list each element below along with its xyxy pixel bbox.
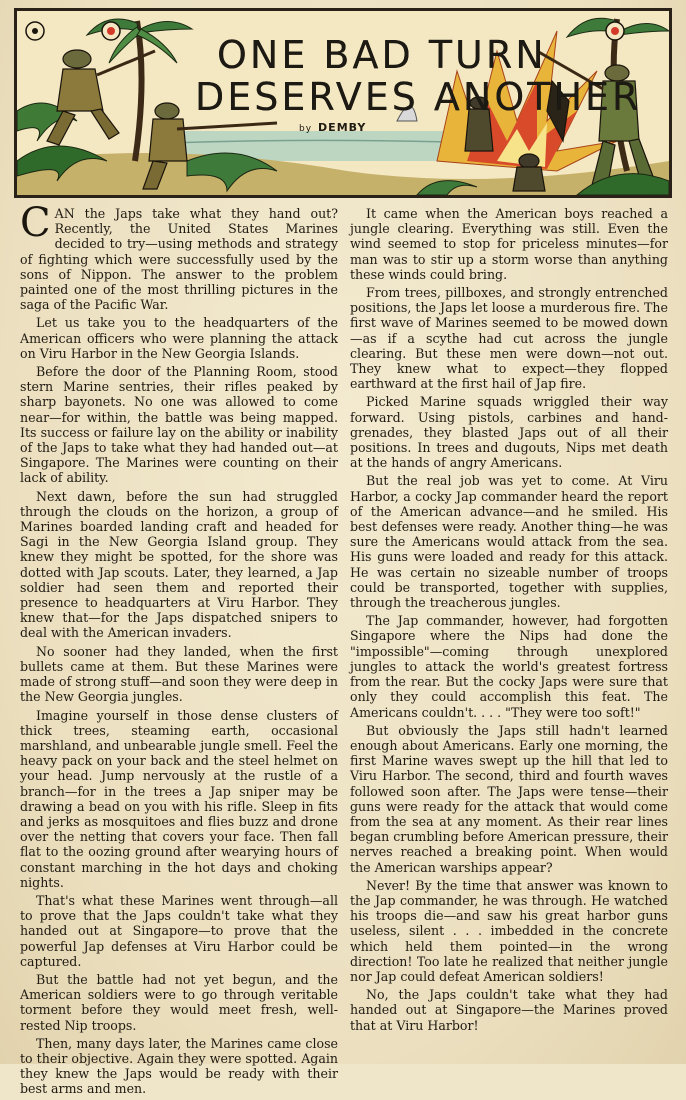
byline [299, 121, 366, 134]
paragraph [20, 200, 338, 313]
right-text-column [350, 206, 668, 1036]
paragraph: Next dawn, before the sun had struggled through the clouds on the horizon, a group of Marines boarded landing craft and headed for Sagi in the New Georgia Island group. They knew they might be spotted, for the shore was dotted with Jap scouts. Later, they learned, a Jap soldier had seen them and reported their presence to headquarters at Viru Harbor. They knew that—for the Japs dispatched snipers to deal with the American invaders. [20, 488, 338, 641]
paragraph: The Jap commander, however, had forgotten Singapore where the Nips had done the "impossible"—coming through unexplored jungles to attack the world's greatest fortress from the rear. But the cocky Japs were sure that only they could accomplish this feat. The Americans couldn't. . . . "They were too soft!" [350, 613, 668, 720]
title-line-2: DESERVES ANOTHER [195, 75, 642, 119]
paragraph: Picked Marine squads wriggled their way forward. Using pistols, carbines and hand-grenades, they blasted Japs out of all their positions. In trees and dugouts, Nips met death at the hands of angry Americans. [350, 394, 668, 471]
paragraph: But the battle had not yet begun, and the American soldiers were to go through veritable torment before they would meet fresh, well-rested Nip troops. [20, 971, 338, 1033]
title-banner [14, 8, 672, 198]
paragraph: Imagine yourself in those dense clusters of thick trees, steaming earth, occasional marshland, and unbearable jungle smell. Feel the heavy pack on your back and the steel helmet on your head. Jump nervously at the rustle of a branch—for in the trees a Jap sniper may be drawing a bead on you with his rifle. Sleep in fits and jerks as mosquitoes and flies buzz and drone over the netting that covers your face. Then fall flat to the oozing ground after wearying hours of constant marching in the hot days and choking nights. [20, 707, 338, 890]
paragraph: No sooner had they landed, when the first bullets came at them. But these Marines were made of strong stuff—and soon they were deep in the New Georgia jungles. [20, 643, 338, 705]
paragraph: It came when the American boys reached a jungle clearing. Everything was still. Even the wind seemed to stop for priceless minutes—for man was to stir up a storm worse than anything these winds could bring. [350, 206, 668, 282]
drop-cap: C [20, 200, 51, 246]
paragraph: That's what these Marines went through—all to prove that the Japs couldn't take what they handed out at Singapore—to prove that the powerful Jap defenses at Viru Harbor could be captured. [20, 892, 338, 969]
paragraph: Let us take you to the headquarters of the American officers who were planning the attack on Viru Harbor in the New Georgia Islands. [20, 315, 338, 361]
left-text-column [20, 200, 338, 1100]
paragraph: From trees, pillboxes, and strongly entrenched positions, the Japs let loose a murderous fire. The first wave of Marines seemed to be mowed down—as if a scythe had cut across the jungle clearing. But these men were down—not out. They knew what to expect—they flopped earthward at the first hail of Jap fire. [350, 285, 668, 392]
title-line-1: ONE BAD TURN [217, 33, 547, 77]
paragraph: Never! By the time that answer was known to the Jap commander, he was through. He watched his troops die—and saw his great harbor guns useless, silent . . . imbedded in the concrete which held them pointed—in the wrong direction! Too late he realized that neither jungle nor Jap could defeat American soldiers! [350, 877, 668, 984]
paragraph-text: AN the Japs take what they hand out? Recently, the United States Marines decided to try—using methods and strategy of fighting which were successfully used by the sons of Nippon. The answer to the problem painted one of the most thrilling pictures in the saga of the Pacific War. [20, 206, 338, 313]
paragraph: But obviously the Japs still hadn't learned enough about Americans. Early one morning, the first Marine waves swept up the hill that led to Viru Harbor. The second, third and fourth waves followed soon after. The Japs were tense—their guns were ready for the attack that would come from the sea at any moment. As their rear lines began crumbling before American pressure, their nerves reached a breaking point. When would the American warships appear? [350, 722, 668, 875]
byline-by: by [299, 124, 313, 134]
paragraph: Then, many days later, the Marines came close to their objective. Again they were spotted. Again they knew the Japs would be ready with their best arms and men. [20, 1035, 338, 1097]
paragraph: But the real job was yet to come. At Viru Harbor, a cocky Jap commander heard the report of the American advance—and he smiled. His best defenses were ready. Another thing—he was sure the Americans would attack from the sea. His guns were loaded and ready for this attack. He was certain no sizeable number of troops could be transported, together with supplies, through the treacherous jungles. [350, 473, 668, 611]
paragraph: No, the Japs couldn't take what they had handed out at Singapore—the Marines proved that at Viru Harbor! [350, 987, 668, 1033]
paragraph: Before the door of the Planning Room, stood stern Marine sentries, their rifles peaked by sharp bayonets. No one was allowed to come near—for within, the battle was being mapped. Its success or failure lay on the ability or inability of the Japs to take what they had handed out—at Singapore. The Marines were counting on their lack of ability. [20, 364, 338, 486]
author-name: DEMBY [318, 121, 367, 134]
